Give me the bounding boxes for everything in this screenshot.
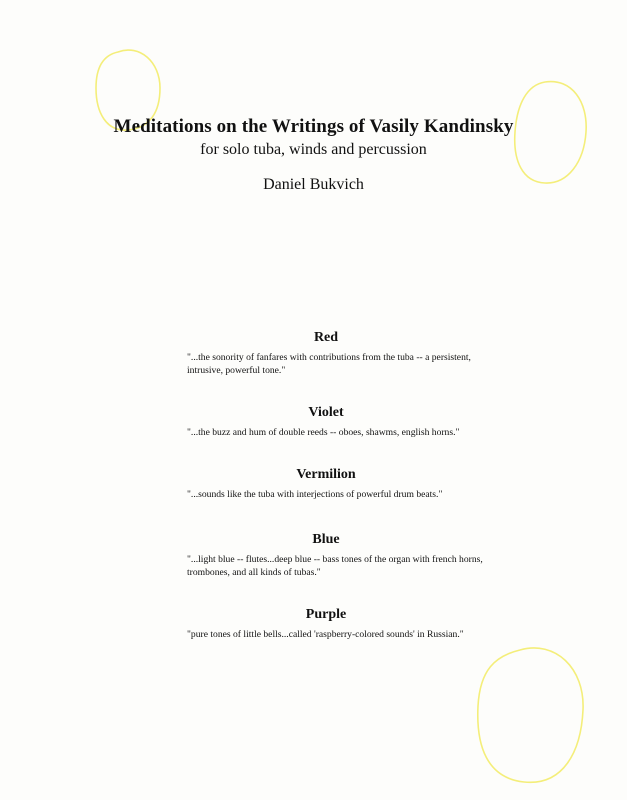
section-heading-purple: Purple [305, 607, 347, 622]
piece-title: Meditations on the Writings of Vasily Kandinsky [113, 116, 514, 137]
highlighter-circle-bottom-right [478, 648, 583, 782]
section-heading-blue: Blue [312, 532, 340, 547]
section-quote-blue: "...light blue -- flutes...deep blue -- bass tones of the organ with french horns, trombones, and all kinds of tubas." [187, 554, 483, 578]
section-heading-vermilion: Vermilion [296, 467, 356, 482]
section-quote-red: "...the sonority of fanfares with contributions from the tuba -- a persistent, intrusive, powerful tone." [187, 352, 471, 376]
section-quote-vermilion: "...sounds like the tuba with interjections of powerful drum beats." [187, 489, 443, 500]
piece-subtitle: for solo tuba, winds and percussion [200, 141, 427, 158]
section-quote-violet: "...the buzz and hum of double reeds -- oboes, shawms, english horns." [187, 427, 460, 438]
section-heading-violet: Violet [308, 405, 344, 420]
section-heading-red: Red [313, 330, 339, 345]
section-quote-purple: "pure tones of little bells...called 'raspberry-colored sounds' in Russian." [187, 629, 464, 640]
composer-name: Daniel Bukvich [263, 176, 364, 193]
